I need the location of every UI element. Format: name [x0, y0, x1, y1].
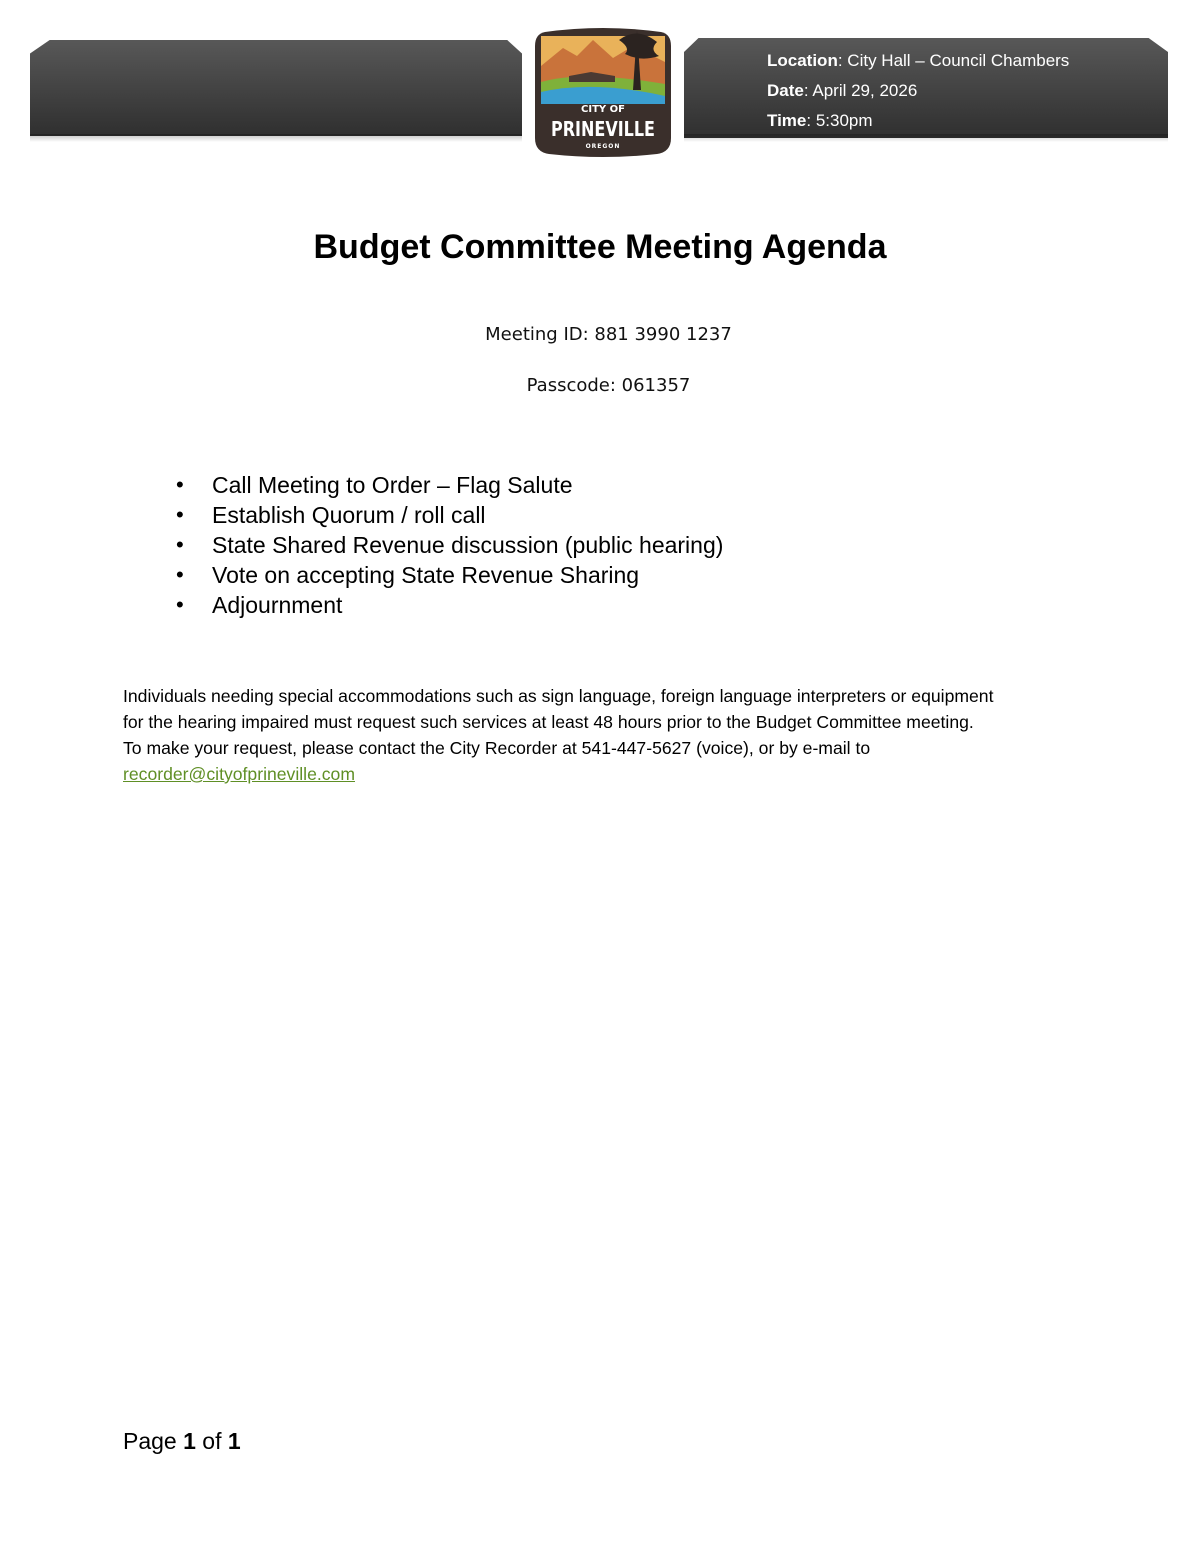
current-page: 1: [183, 1428, 196, 1454]
page-title: Budget Committee Meeting Agenda: [313, 228, 887, 266]
logo-text-city-of: CITY OF: [581, 104, 625, 115]
notice-line: for the hearing impaired must request such services at least 48 hours prior to the Budget Committee meeting.: [123, 712, 974, 732]
time-value: : 5:30pm: [806, 111, 873, 130]
time-label: Time: [767, 111, 807, 130]
page-number: [123, 1428, 241, 1455]
header-banner-left: [30, 40, 522, 136]
time-line: [767, 106, 1069, 136]
agenda-item: • Call Meeting to Order – Flag Salute: [172, 470, 723, 500]
agenda-item: • Vote on accepting State Revenue Sharing: [172, 560, 723, 590]
agenda-list: [172, 470, 723, 620]
recorder-email-link[interactable]: recorder@cityofprineville.com: [123, 764, 355, 784]
location-value: : City Hall – Council Chambers: [837, 51, 1070, 70]
location-label: Location: [767, 51, 838, 70]
agenda-item: • State Shared Revenue discussion (public hearing): [172, 530, 723, 560]
header-banner-left-shadow: [30, 134, 522, 142]
date-value: : April 29, 2026: [803, 81, 918, 100]
of-word: of: [195, 1428, 228, 1454]
location-line: [767, 46, 1069, 76]
total-pages: 1: [227, 1428, 241, 1454]
city-logo: [533, 26, 673, 158]
meeting-id: Meeting ID: 881 3990 1237: [485, 324, 732, 345]
agenda-item: • Adjournment: [172, 590, 723, 620]
date-label: Date: [767, 81, 804, 100]
meeting-info: [767, 46, 1069, 136]
date-line: [767, 76, 1069, 106]
logo-text-oregon: OREGON: [585, 143, 621, 150]
accommodations-notice: [123, 683, 1113, 787]
agenda-item: • Establish Quorum / roll call: [172, 500, 723, 530]
notice-line: Individuals needing special accommodations such as sign language, foreign language interpreters or equipment: [123, 686, 994, 706]
logo-text-prineville: PRINEVILLE: [551, 117, 655, 141]
meeting-passcode: Passcode: 061357: [526, 375, 691, 396]
page-word: Page: [123, 1428, 184, 1454]
notice-line: To make your request, please contact the City Recorder at 541-447-5627 (voice), or by e-mail to: [123, 738, 871, 758]
